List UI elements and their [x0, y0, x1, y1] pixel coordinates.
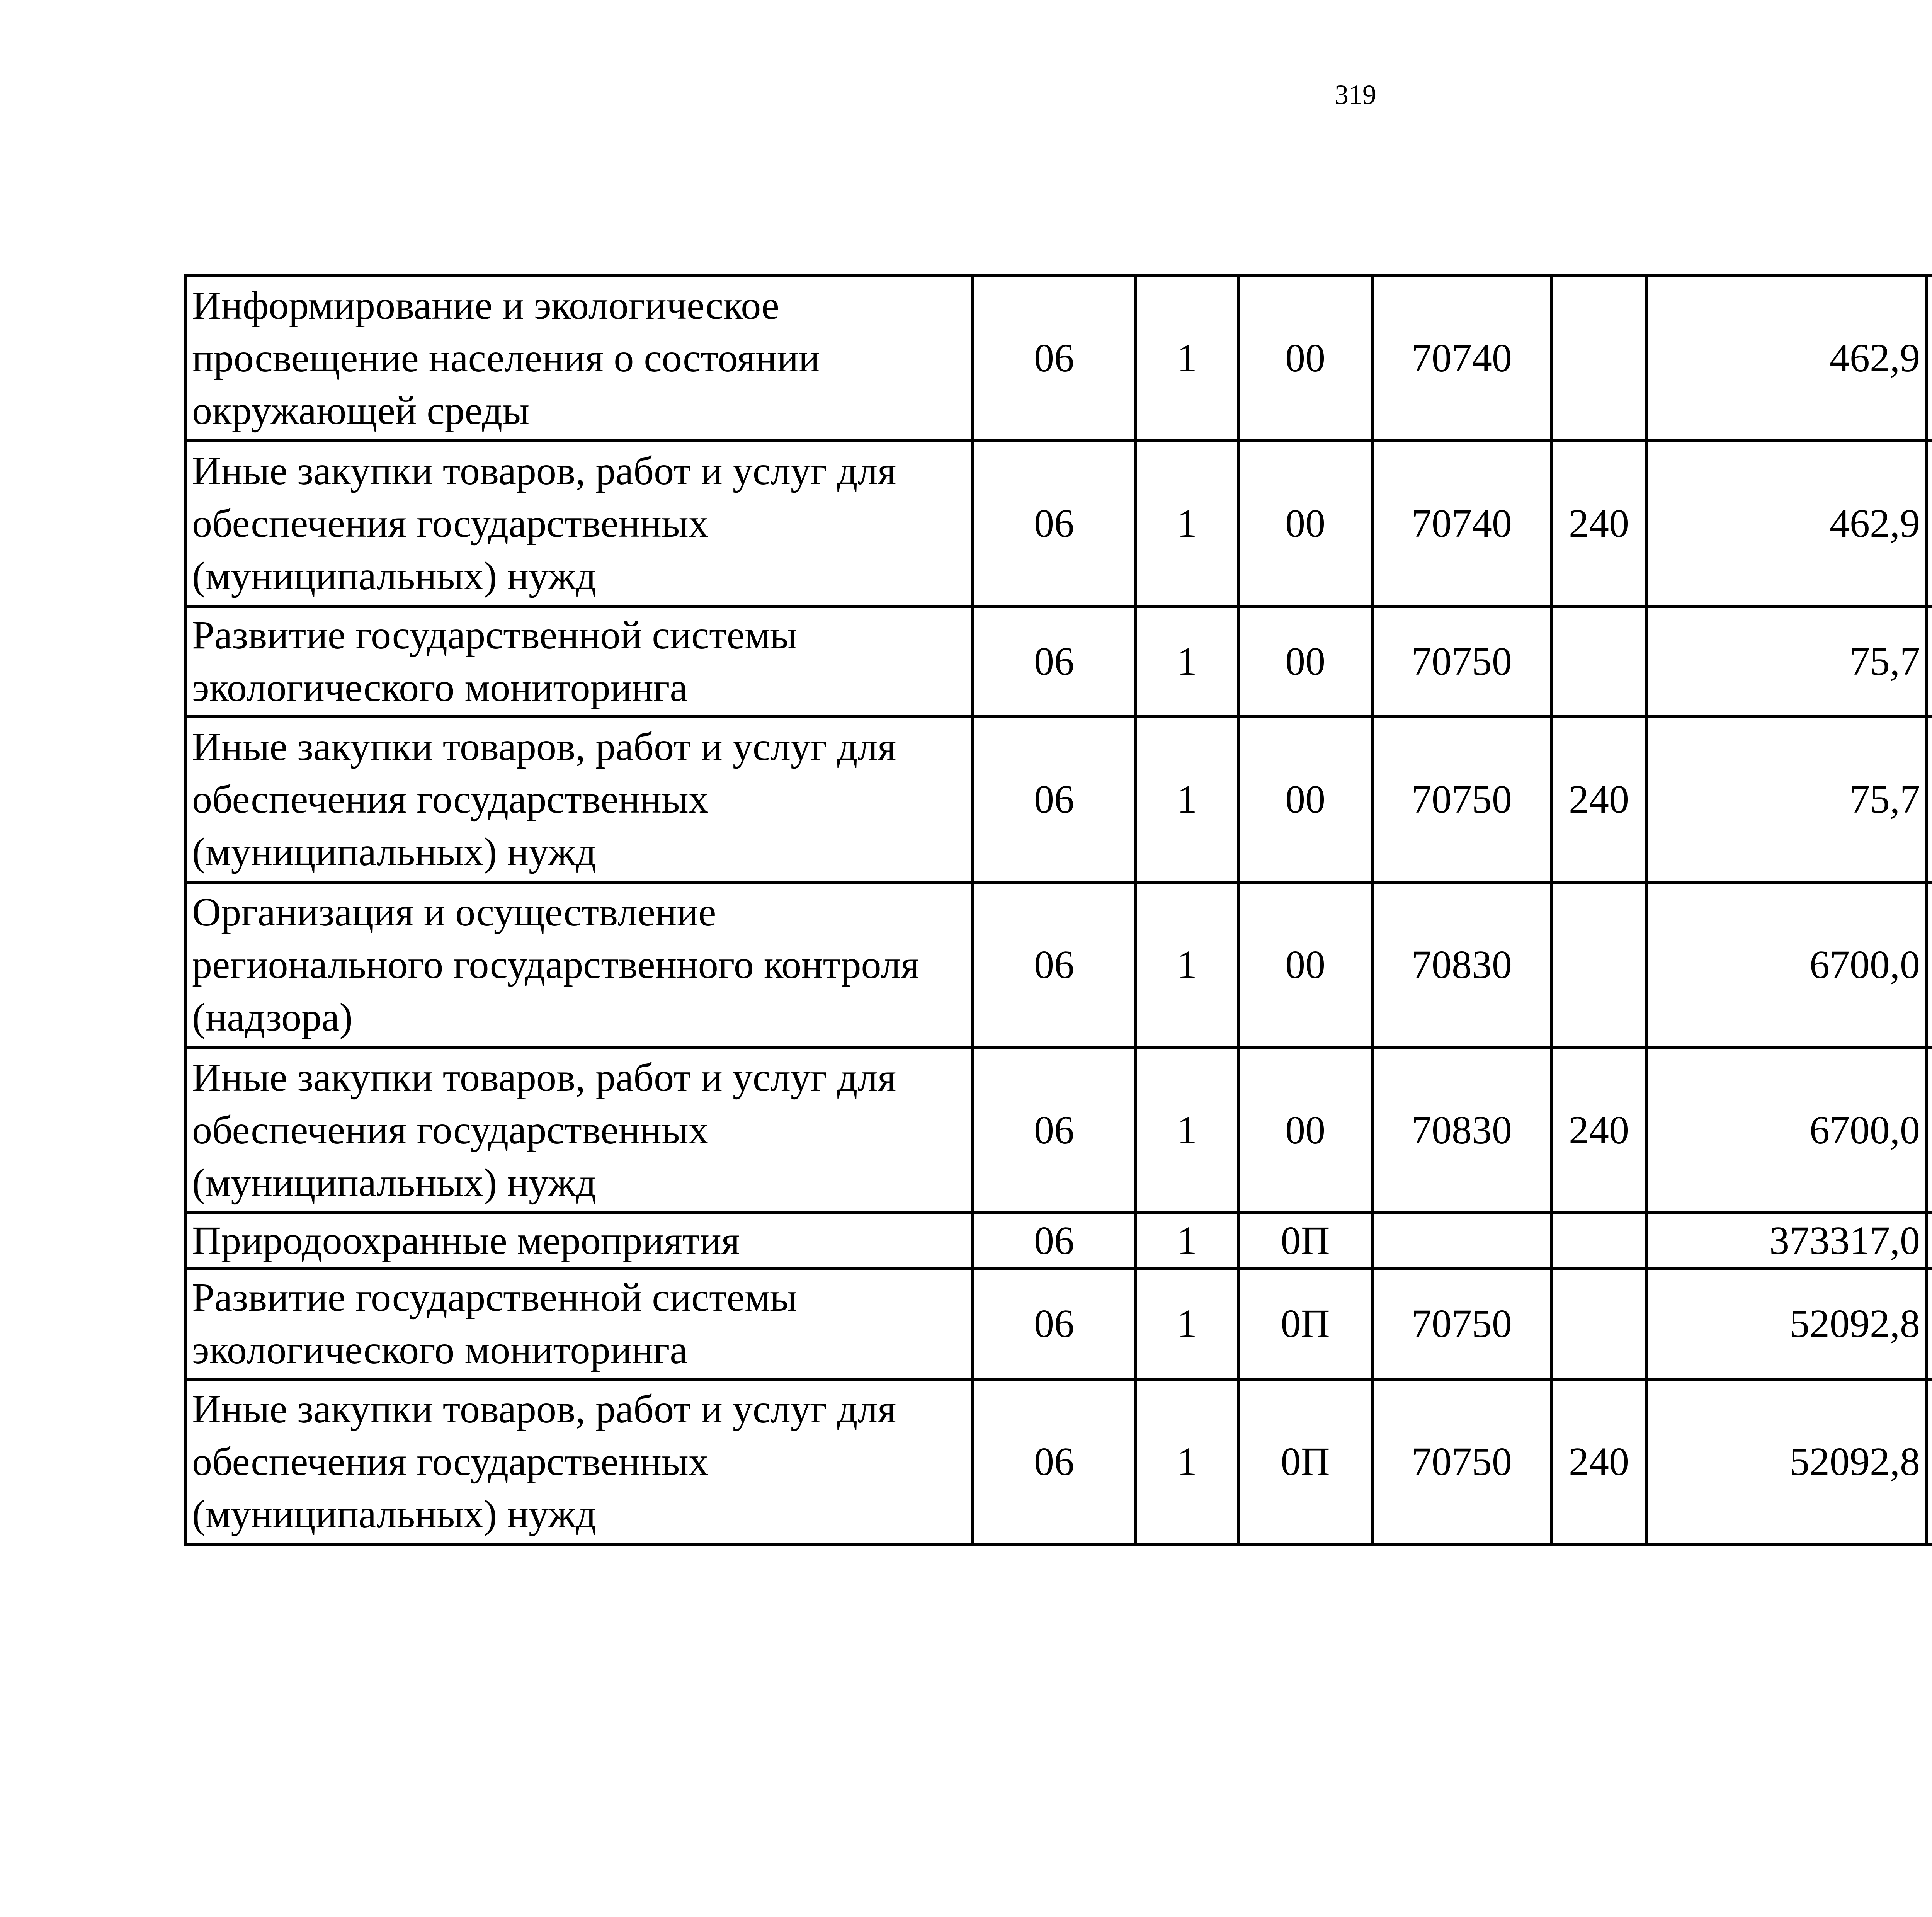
program-code: 1	[1136, 276, 1238, 441]
row-name: Природоохранные мероприятия	[186, 1213, 973, 1269]
row-name: Иные закупки товаров, работ и услуг для обеспечения государственных (муниципальных) нужд	[186, 1048, 973, 1213]
expense-type-code: 240	[1551, 441, 1646, 606]
row-name: Иные закупки товаров, работ и услуг для обеспечения государственных (муниципальных) нужд	[186, 717, 973, 882]
subprogram-code: 00	[1238, 1048, 1372, 1213]
amount-1: 52092,8	[1646, 1269, 1926, 1379]
amount-1: 75,7	[1646, 717, 1926, 882]
subprogram-code: 00	[1238, 606, 1372, 717]
program-code: 1	[1136, 1269, 1238, 1379]
subprogram-code: 0П	[1238, 1269, 1372, 1379]
table-row	[186, 1213, 1932, 1269]
program-code: 1	[1136, 1213, 1238, 1269]
direction-code: 70750	[1372, 1269, 1551, 1379]
direction-code: 70750	[1372, 717, 1551, 882]
table-row	[186, 1048, 1932, 1213]
amount-2	[1926, 606, 1932, 717]
direction-code: 70740	[1372, 276, 1551, 441]
amount-1: 462,9	[1646, 441, 1926, 606]
direction-code: 70830	[1372, 1048, 1551, 1213]
amount-2	[1926, 717, 1932, 882]
section-code: 06	[973, 1048, 1136, 1213]
row-name: Развитие государственной системы экологического мониторинга	[186, 1269, 973, 1379]
amount-1: 6700,0	[1646, 882, 1926, 1048]
direction-code: 70830	[1372, 882, 1551, 1048]
amount-2	[1926, 882, 1932, 1048]
amount-2	[1926, 1213, 1932, 1269]
expense-type-code: 240	[1551, 1048, 1646, 1213]
table-row	[186, 1379, 1932, 1544]
direction-code: 70740	[1372, 441, 1551, 606]
section-code: 06	[973, 717, 1136, 882]
page-number: 319	[1335, 79, 1376, 110]
expense-type-code: 240	[1551, 717, 1646, 882]
amount-2	[1926, 1269, 1932, 1379]
program-code: 1	[1136, 882, 1238, 1048]
expense-type-code	[1551, 606, 1646, 717]
program-code: 1	[1136, 1048, 1238, 1213]
program-code: 1	[1136, 1379, 1238, 1544]
subprogram-code: 00	[1238, 717, 1372, 882]
section-code: 06	[973, 276, 1136, 441]
section-code: 06	[973, 606, 1136, 717]
subprogram-code: 00	[1238, 882, 1372, 1048]
row-name: Развитие государственной системы экологического мониторинга	[186, 606, 973, 717]
direction-code	[1372, 1213, 1551, 1269]
expense-type-code	[1551, 882, 1646, 1048]
table-row	[186, 1269, 1932, 1379]
expense-type-code	[1551, 276, 1646, 441]
amount-2	[1926, 276, 1932, 441]
section-code: 06	[973, 1213, 1136, 1269]
subprogram-code: 0П	[1238, 1379, 1372, 1544]
table-row	[186, 441, 1932, 606]
amount-1: 75,7	[1646, 606, 1926, 717]
direction-code: 70750	[1372, 1379, 1551, 1544]
amount-1: 52092,8	[1646, 1379, 1926, 1544]
amount-2	[1926, 1048, 1932, 1213]
expense-type-code: 240	[1551, 1379, 1646, 1544]
table-row	[186, 276, 1932, 441]
section-code: 06	[973, 441, 1136, 606]
table-row	[186, 606, 1932, 717]
section-code: 06	[973, 1269, 1136, 1379]
amount-1: 462,9	[1646, 276, 1926, 441]
row-name: Информирование и экологическое просвещение населения о состоянии окружающей среды	[186, 276, 973, 441]
amount-1: 6700,0	[1646, 1048, 1926, 1213]
section-code: 06	[973, 882, 1136, 1048]
table-row	[186, 882, 1932, 1048]
subprogram-code: 00	[1238, 441, 1372, 606]
amount-2	[1926, 1379, 1932, 1544]
expense-type-code	[1551, 1269, 1646, 1379]
subprogram-code: 0П	[1238, 1213, 1372, 1269]
program-code: 1	[1136, 717, 1238, 882]
expense-type-code	[1551, 1213, 1646, 1269]
table-row	[186, 717, 1932, 882]
program-code: 1	[1136, 606, 1238, 717]
section-code: 06	[973, 1379, 1136, 1544]
subprogram-code: 00	[1238, 276, 1372, 441]
row-name: Иные закупки товаров, работ и услуг для обеспечения государственных (муниципальных) нужд	[186, 441, 973, 606]
budget-table	[184, 274, 1932, 1546]
amount-2	[1926, 441, 1932, 606]
program-code: 1	[1136, 441, 1238, 606]
row-name: Иные закупки товаров, работ и услуг для обеспечения государственных (муниципальных) нужд	[186, 1379, 973, 1544]
row-name: Организация и осуществление регионального государственного контроля (надзора)	[186, 882, 973, 1048]
direction-code: 70750	[1372, 606, 1551, 717]
amount-1: 373317,0	[1646, 1213, 1926, 1269]
